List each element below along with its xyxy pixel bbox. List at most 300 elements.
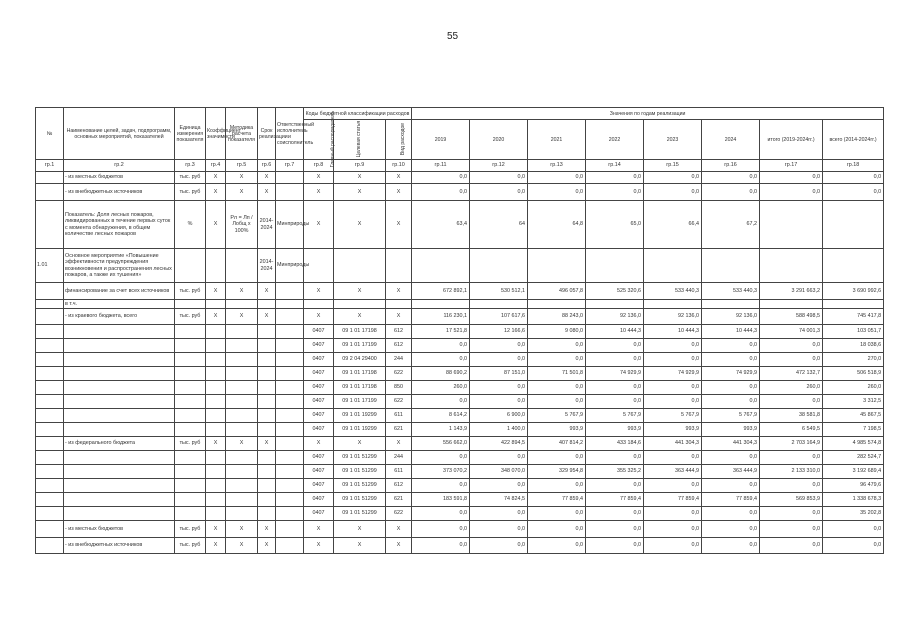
row-unit: тыс. руб <box>175 538 206 554</box>
gr-label: гр.14 <box>586 160 644 172</box>
row-target-article: X <box>334 283 386 300</box>
table-row <box>36 493 884 507</box>
row-unit <box>175 479 206 493</box>
row-value <box>760 201 823 249</box>
row-main-manager: 0407 <box>304 325 334 339</box>
gr-label: гр.9 <box>334 160 386 172</box>
row-target-article: X <box>334 538 386 554</box>
row-value: 7 198,5 <box>823 423 884 437</box>
row-expense-type: 612 <box>386 325 412 339</box>
row-value: 6 900,0 <box>470 409 528 423</box>
row-expense-type <box>386 249 412 283</box>
row-coef <box>206 493 226 507</box>
row-term <box>258 423 276 437</box>
row-value: 87 151,0 <box>470 367 528 381</box>
row-value: 77 859,4 <box>586 493 644 507</box>
row-value: 533 440,3 <box>644 283 702 300</box>
table-row <box>36 300 884 309</box>
row-value: 67,2 <box>702 201 760 249</box>
row-value: 530 512,1 <box>470 283 528 300</box>
row-expense-type: 622 <box>386 507 412 521</box>
row-method <box>226 507 258 521</box>
row-value: 0,0 <box>644 339 702 353</box>
row-value: 5 767,9 <box>528 409 586 423</box>
row-value: 0,0 <box>412 184 470 201</box>
row-unit: тыс. руб <box>175 309 206 325</box>
row-number <box>36 409 64 423</box>
row-value: 0,0 <box>528 538 586 554</box>
row-value: 0,0 <box>760 479 823 493</box>
row-method <box>226 381 258 395</box>
row-value: 355 325,2 <box>586 465 644 479</box>
row-value: 0,0 <box>644 507 702 521</box>
row-value: 0,0 <box>528 184 586 201</box>
row-value: 0,0 <box>702 172 760 184</box>
row-expense-type: 621 <box>386 493 412 507</box>
row-title <box>64 507 175 521</box>
row-value: 745 417,8 <box>823 309 884 325</box>
row-value: 0,0 <box>470 507 528 521</box>
header-total-2019-2024: итого (2019-2024гг.) <box>760 120 823 160</box>
row-executor <box>276 437 304 451</box>
row-main-manager: 0407 <box>304 339 334 353</box>
row-title <box>64 451 175 465</box>
row-value: 77 859,4 <box>702 493 760 507</box>
row-value: 0,0 <box>702 538 760 554</box>
row-unit: тыс. руб <box>175 184 206 201</box>
row-value: 183 591,8 <box>412 493 470 507</box>
row-value: 433 184,6 <box>586 437 644 451</box>
row-value <box>412 300 470 309</box>
row-value: 0,0 <box>470 339 528 353</box>
row-value: 0,0 <box>586 521 644 538</box>
row-term <box>258 507 276 521</box>
row-value <box>760 300 823 309</box>
row-expense-type: X <box>386 201 412 249</box>
table-row <box>36 437 884 451</box>
row-term <box>258 367 276 381</box>
row-value: 0,0 <box>644 451 702 465</box>
header-target-article: Целевая статья <box>334 120 386 160</box>
header-unit: Единица измерения показателя <box>175 108 206 160</box>
row-number <box>36 300 64 309</box>
row-unit <box>175 353 206 367</box>
row-number <box>36 538 64 554</box>
row-unit: тыс. руб <box>175 521 206 538</box>
row-value: 0,0 <box>528 381 586 395</box>
row-value: 92 136,0 <box>644 309 702 325</box>
row-value: 92 136,0 <box>702 309 760 325</box>
row-coef <box>206 353 226 367</box>
table-row <box>36 521 884 538</box>
row-value: 17 521,8 <box>412 325 470 339</box>
gr-label: гр.12 <box>470 160 528 172</box>
row-value: 77 859,4 <box>528 493 586 507</box>
row-term <box>258 325 276 339</box>
row-value: 0,0 <box>702 339 760 353</box>
row-coef <box>206 423 226 437</box>
row-coef <box>206 339 226 353</box>
row-value: 3 291 663,2 <box>760 283 823 300</box>
row-unit: тыс. руб <box>175 283 206 300</box>
row-value: 0,0 <box>470 479 528 493</box>
row-unit <box>175 409 206 423</box>
gr-label: гр.3 <box>175 160 206 172</box>
row-value: 329 954,8 <box>528 465 586 479</box>
row-value: 92 136,0 <box>586 309 644 325</box>
row-coef <box>206 395 226 409</box>
row-value: 0,0 <box>760 538 823 554</box>
row-number <box>36 339 64 353</box>
row-title <box>64 479 175 493</box>
row-value: 0,0 <box>412 172 470 184</box>
row-value: 0,0 <box>470 538 528 554</box>
row-term <box>258 395 276 409</box>
row-value: 0,0 <box>760 521 823 538</box>
row-target-article: 09 1 01 51299 <box>334 451 386 465</box>
row-value: 2 703 164,9 <box>760 437 823 451</box>
row-value: 1 338 678,3 <box>823 493 884 507</box>
row-executor <box>276 184 304 201</box>
row-expense-type: X <box>386 521 412 538</box>
gr-label: гр.18 <box>823 160 884 172</box>
table-row <box>36 201 884 249</box>
row-coef <box>206 325 226 339</box>
row-term: X <box>258 309 276 325</box>
row-executor <box>276 381 304 395</box>
row-value: 993,9 <box>644 423 702 437</box>
header-total-2014-2024: всего (2014-2024гг.) <box>823 120 884 160</box>
gr-label: гр.1 <box>36 160 64 172</box>
row-value: 0,0 <box>586 451 644 465</box>
row-method <box>226 367 258 381</box>
row-value: 270,0 <box>823 353 884 367</box>
row-unit <box>175 381 206 395</box>
row-executor <box>276 451 304 465</box>
row-value: 0,0 <box>586 507 644 521</box>
row-coef: X <box>206 521 226 538</box>
row-value: 260,0 <box>760 381 823 395</box>
row-title <box>64 367 175 381</box>
row-title: - из местных бюджетов <box>64 521 175 538</box>
row-value: 525 320,6 <box>586 283 644 300</box>
row-main-manager: X <box>304 201 334 249</box>
table-row <box>36 309 884 325</box>
row-coef: X <box>206 201 226 249</box>
row-value: 3 690 992,6 <box>823 283 884 300</box>
row-value: 116 230,1 <box>412 309 470 325</box>
row-value: 35 202,8 <box>823 507 884 521</box>
table-row <box>36 381 884 395</box>
row-term: X <box>258 538 276 554</box>
row-method: X <box>226 283 258 300</box>
row-method <box>226 479 258 493</box>
header-name: Наименование целей, задач, подпрограмм, основных мероприятий, показателей <box>64 108 175 160</box>
row-value: 0,0 <box>702 353 760 367</box>
row-value: 0,0 <box>470 451 528 465</box>
row-value: 0,0 <box>586 339 644 353</box>
row-main-manager: 0407 <box>304 493 334 507</box>
row-coef <box>206 465 226 479</box>
row-number <box>36 309 64 325</box>
row-value: 0,0 <box>823 184 884 201</box>
row-title <box>64 339 175 353</box>
row-target-article: 09 1 01 17198 <box>334 381 386 395</box>
row-value: 96 479,6 <box>823 479 884 493</box>
row-value <box>470 300 528 309</box>
header-year: 2024 <box>702 120 760 160</box>
row-value: 672 892,1 <box>412 283 470 300</box>
header-year: 2020 <box>470 120 528 160</box>
table-row <box>36 353 884 367</box>
row-value: 0,0 <box>644 395 702 409</box>
row-title <box>64 325 175 339</box>
row-main-manager: 0407 <box>304 367 334 381</box>
row-value: 0,0 <box>760 451 823 465</box>
row-title: - из местных бюджетов <box>64 172 175 184</box>
row-expense-type: 612 <box>386 479 412 493</box>
row-term: X <box>258 172 276 184</box>
row-value: 0,0 <box>823 172 884 184</box>
row-title: Основное мероприятие «Повышение эффективности предупреждения возникновения и распространения лесных пожаров, а также их тушения» <box>64 249 175 283</box>
row-value: 373 070,2 <box>412 465 470 479</box>
row-value: 0,0 <box>412 339 470 353</box>
row-method <box>226 249 258 283</box>
table-row <box>36 172 884 184</box>
row-value <box>644 249 702 283</box>
row-target-article: 09 1 01 19299 <box>334 409 386 423</box>
table-row <box>36 325 884 339</box>
row-title: - из краевого бюджета, всего <box>64 309 175 325</box>
row-value: 0,0 <box>412 507 470 521</box>
gr-label: гр.7 <box>276 160 304 172</box>
row-executor <box>276 172 304 184</box>
row-target-article: X <box>334 521 386 538</box>
row-value: 0,0 <box>412 538 470 554</box>
table-row <box>36 367 884 381</box>
row-term <box>258 409 276 423</box>
row-method <box>226 451 258 465</box>
row-executor <box>276 395 304 409</box>
row-number <box>36 479 64 493</box>
row-method <box>226 409 258 423</box>
row-value: 0,0 <box>644 172 702 184</box>
row-value: 0,0 <box>470 184 528 201</box>
table-row <box>36 339 884 353</box>
row-value <box>702 300 760 309</box>
row-executor <box>276 465 304 479</box>
row-value: 422 894,5 <box>470 437 528 451</box>
row-title <box>64 493 175 507</box>
row-title: в т.ч. <box>64 300 175 309</box>
row-value: 1 400,0 <box>470 423 528 437</box>
row-value: 74 824,5 <box>470 493 528 507</box>
row-expense-type: X <box>386 283 412 300</box>
row-number <box>36 507 64 521</box>
row-expense-type: X <box>386 437 412 451</box>
row-value: 0,0 <box>528 479 586 493</box>
gr-row <box>36 160 884 172</box>
row-main-manager: X <box>304 172 334 184</box>
row-value: 0,0 <box>644 381 702 395</box>
table-row <box>36 409 884 423</box>
row-target-article: 09 1 01 51299 <box>334 493 386 507</box>
row-value: 0,0 <box>412 479 470 493</box>
row-value: 64 <box>470 201 528 249</box>
row-term: 2014-2024 <box>258 201 276 249</box>
row-target-article <box>334 300 386 309</box>
row-executor <box>276 423 304 437</box>
row-value: 0,0 <box>702 395 760 409</box>
header-budget-codes: Коды бюджетной классификации расходов <box>304 108 412 120</box>
row-value: 363 444,9 <box>702 465 760 479</box>
row-target-article: X <box>334 172 386 184</box>
row-method <box>226 395 258 409</box>
row-coef <box>206 249 226 283</box>
row-value: 0,0 <box>702 521 760 538</box>
row-value: 4 985 574,8 <box>823 437 884 451</box>
row-main-manager: 0407 <box>304 395 334 409</box>
row-title: Показатель: Доля лесных пожаров, ликвидированных в течение первых суток с момента обнаружения, в общем количестве лесных пожаров <box>64 201 175 249</box>
row-term: X <box>258 283 276 300</box>
row-value: 0,0 <box>760 353 823 367</box>
row-coef: X <box>206 309 226 325</box>
row-value: 74 929,9 <box>586 367 644 381</box>
row-method: X <box>226 184 258 201</box>
row-main-manager: 0407 <box>304 479 334 493</box>
row-main-manager: X <box>304 309 334 325</box>
row-number <box>36 451 64 465</box>
row-value: 3 312,5 <box>823 395 884 409</box>
row-method <box>226 465 258 479</box>
budget-table-container <box>35 107 882 554</box>
row-value <box>823 249 884 283</box>
row-unit: тыс. руб <box>175 172 206 184</box>
row-value: 0,0 <box>702 479 760 493</box>
row-value: 0,0 <box>528 339 586 353</box>
row-value <box>586 300 644 309</box>
table-row <box>36 395 884 409</box>
row-target-article: 09 1 01 17199 <box>334 395 386 409</box>
gr-label: гр.2 <box>64 160 175 172</box>
row-expense-type: X <box>386 309 412 325</box>
row-value: 0,0 <box>470 381 528 395</box>
row-number <box>36 465 64 479</box>
row-number <box>36 423 64 437</box>
row-number <box>36 325 64 339</box>
row-value: 66,4 <box>644 201 702 249</box>
row-title <box>64 423 175 437</box>
row-unit <box>175 493 206 507</box>
row-term <box>258 493 276 507</box>
row-number <box>36 395 64 409</box>
row-value: 0,0 <box>412 395 470 409</box>
row-value: 0,0 <box>823 538 884 554</box>
row-value: 0,0 <box>470 395 528 409</box>
row-coef: X <box>206 172 226 184</box>
row-value <box>644 300 702 309</box>
row-value: 0,0 <box>644 538 702 554</box>
row-value: 0,0 <box>702 381 760 395</box>
row-value: 348 070,0 <box>470 465 528 479</box>
gr-label: гр.13 <box>528 160 586 172</box>
row-number <box>36 172 64 184</box>
row-coef <box>206 300 226 309</box>
row-executor <box>276 339 304 353</box>
row-expense-type: X <box>386 172 412 184</box>
table-row <box>36 249 884 283</box>
row-value: 0,0 <box>760 339 823 353</box>
row-coef <box>206 507 226 521</box>
row-title: финансирование за счет всех источников <box>64 283 175 300</box>
row-expense-type: 621 <box>386 423 412 437</box>
row-main-manager: 0407 <box>304 423 334 437</box>
row-number <box>36 184 64 201</box>
row-unit <box>175 249 206 283</box>
row-value: 0,0 <box>760 172 823 184</box>
row-value <box>760 249 823 283</box>
row-value: 993,9 <box>586 423 644 437</box>
header-year: 2022 <box>586 120 644 160</box>
row-main-manager <box>304 300 334 309</box>
gr-label: гр.5 <box>226 160 258 172</box>
row-target-article <box>334 249 386 283</box>
row-value: 103 051,7 <box>823 325 884 339</box>
row-value: 2 133 310,0 <box>760 465 823 479</box>
row-unit <box>175 367 206 381</box>
row-value: 993,9 <box>528 423 586 437</box>
row-executor <box>276 309 304 325</box>
row-value: 363 444,9 <box>644 465 702 479</box>
row-number <box>36 521 64 538</box>
row-target-article: 09 1 01 51299 <box>334 479 386 493</box>
row-executor <box>276 409 304 423</box>
row-value <box>823 300 884 309</box>
row-value: 0,0 <box>586 381 644 395</box>
row-value: 3 192 689,4 <box>823 465 884 479</box>
row-executor <box>276 283 304 300</box>
row-expense-type: 612 <box>386 339 412 353</box>
row-value: 0,0 <box>644 184 702 201</box>
row-value: 0,0 <box>528 353 586 367</box>
row-executor <box>276 538 304 554</box>
row-method: X <box>226 172 258 184</box>
row-value: 472 132,7 <box>760 367 823 381</box>
header-year: 2021 <box>528 120 586 160</box>
row-expense-type: 244 <box>386 451 412 465</box>
row-value: 0,0 <box>586 184 644 201</box>
row-number <box>36 381 64 395</box>
row-title <box>64 409 175 423</box>
row-value: 10 444,3 <box>586 325 644 339</box>
row-target-article: 09 1 01 17198 <box>334 325 386 339</box>
row-expense-type <box>386 300 412 309</box>
table-row <box>36 479 884 493</box>
row-method: X <box>226 521 258 538</box>
row-number: 1.01 <box>36 249 64 283</box>
row-method <box>226 325 258 339</box>
header-values: Значения по годам реализации <box>412 108 884 120</box>
row-value: 0,0 <box>528 172 586 184</box>
gr-label: гр.17 <box>760 160 823 172</box>
row-executor: Минприроды <box>276 249 304 283</box>
row-unit <box>175 339 206 353</box>
row-value: 0,0 <box>412 521 470 538</box>
row-term <box>258 451 276 465</box>
row-executor <box>276 300 304 309</box>
row-value: 77 859,4 <box>644 493 702 507</box>
table-row <box>36 507 884 521</box>
